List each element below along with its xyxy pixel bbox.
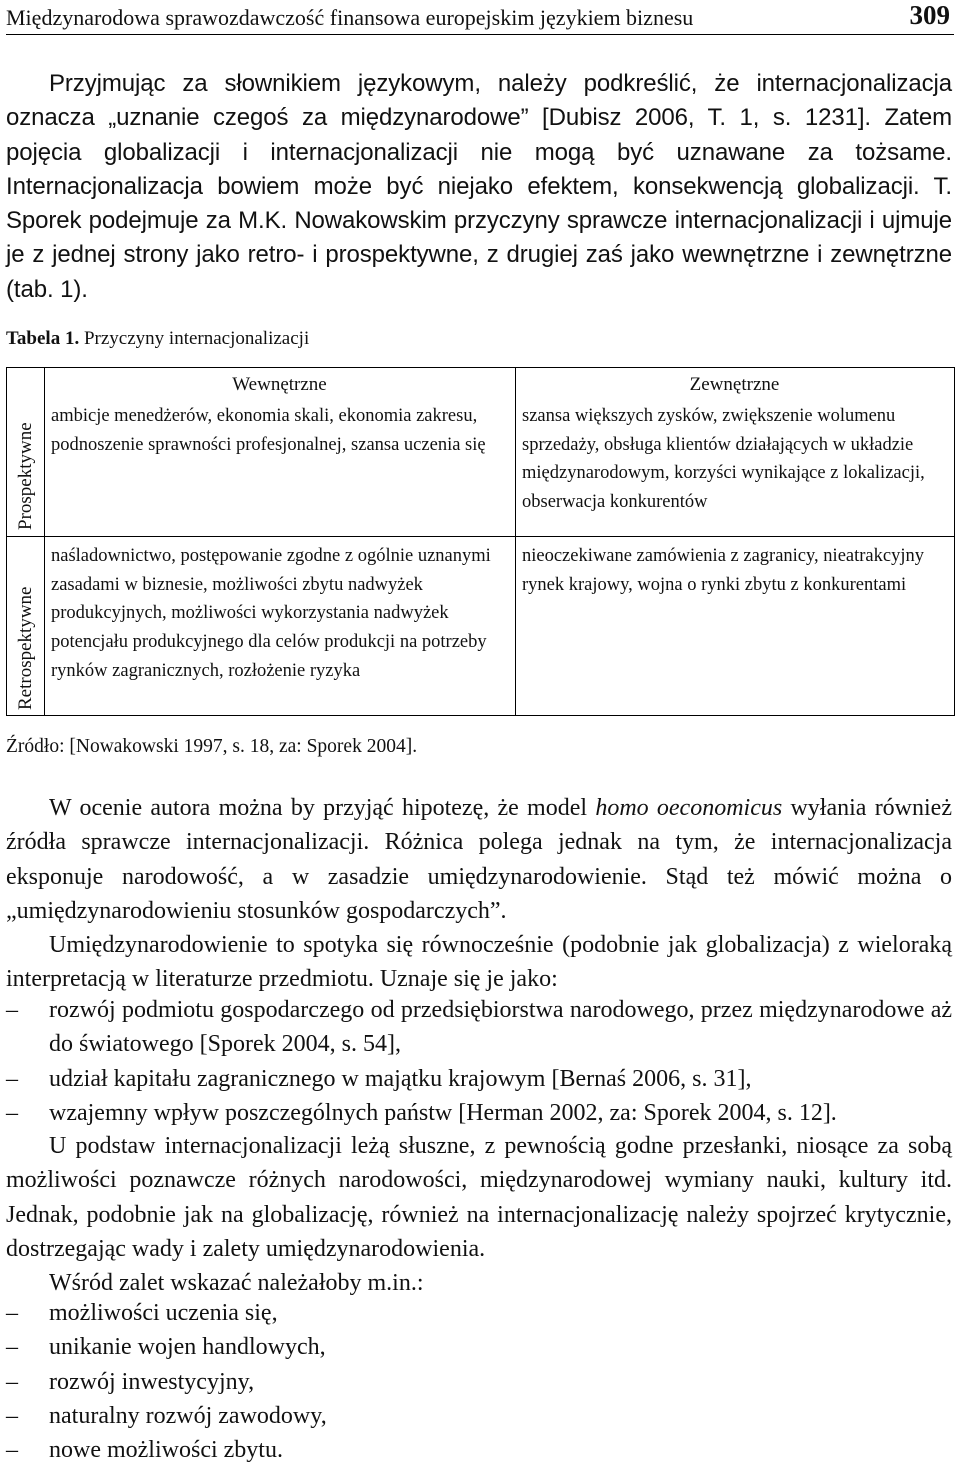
paragraph-homo-oeconomicus: [6, 791, 952, 928]
table-divider-horizontal: [7, 536, 954, 537]
list-item: [6, 1062, 952, 1096]
table-caption-text: Przyczyny internacjonalizacji: [79, 328, 310, 349]
list-item-text: unikanie wojen handlowych,: [49, 1334, 326, 1361]
advantages-list: [6, 1296, 952, 1467]
list-item-text: rozwój podmiotu gospodarczego od przedsiębiorstwa narodowego, przez międzynarodowe aż do światowego [Sporek 2004, s. 54],: [49, 997, 952, 1058]
table-divider-vertical: [44, 368, 45, 715]
italic-term: homo oeconomicus: [595, 795, 783, 821]
dash-bullet: –: [6, 1334, 18, 1361]
dash-bullet: –: [6, 997, 18, 1023]
paragraph-interpretation: Umiędzynarodowienie to spotyka się równocześnie (podobnie jak globalizacja) z wieloraką interpretacją w literaturze przedmiotu. Uznaje się je jako:: [6, 932, 952, 993]
row-label-prospective: Prospektywne: [15, 422, 36, 530]
cell-prospective-internal: ambicje menedżerów, ekonomia skali, ekonomia zakresu, podnoszenie sprawności profesjonalnej, szansa uczenia się: [51, 406, 486, 455]
list-item-text: wzajemny wpływ poszczególnych państw [Herman 2002, za: Sporek 2004, s. 12].: [49, 1099, 837, 1126]
page-number: 309: [909, 0, 950, 30]
dash-bullet: –: [6, 1368, 18, 1395]
table-divider-vertical: [515, 368, 516, 715]
paragraph-text: W ocenie autora można by przyjąć hipotezę, że model: [49, 795, 596, 821]
list-item-text: naturalny rozwój zawodowy,: [49, 1402, 327, 1429]
intro-paragraph-block: [6, 67, 952, 307]
column-header-internal: Wewnętrzne: [232, 374, 327, 395]
list-item-text: możliwości uczenia się,: [49, 1300, 278, 1326]
cell-prospective-external: szansa większych zysków, zwiększenie wolumenu sprzedaży, obsługa klientów działających w układzie międzynarodowym, korzyści wynikające z lokalizacji, obserwacja konkurentów: [522, 406, 925, 513]
paragraph-advantages-intro: Wśród zalet wskazać należałoby m.in.:: [49, 1270, 424, 1297]
list-item: [6, 1433, 952, 1467]
dash-bullet: –: [6, 1065, 18, 1092]
dash-bullet: –: [6, 1437, 18, 1464]
interpretation-list: [6, 993, 952, 1130]
row-label-retrospective: Retrospektywne: [15, 586, 36, 710]
column-header-external: Zewnętrzne: [689, 374, 780, 395]
list-item: [6, 1365, 952, 1399]
paragraph-foundations-block: [6, 1129, 952, 1300]
list-item: [6, 1096, 952, 1130]
table-source: Źródło: [Nowakowski 1997, s. 18, za: Sporek 2004].: [6, 736, 418, 757]
dash-bullet: –: [6, 1402, 18, 1429]
list-item-text: rozwój inwestycyjny,: [49, 1368, 255, 1395]
running-header: [6, 0, 954, 35]
list-item: [6, 1296, 952, 1330]
paragraph-foundations: U podstaw internacjonalizacji leżą słuszne, z pewnością godne przesłanki, niosące za sobą możliwości poznawcze różnych narodowości, międzynarodowej wymiany nauki, kultury itd. Jednak, podobnie jak na globalizację, również na internacjonalizację należy spojrzeć krytycznie, dostrzegając wady i zalety umiędzynarodowienia.: [6, 1133, 952, 1262]
cell-retrospective-external: nieoczekiwane zamówienia z zagranicy, nieatrakcyjny rynek krajowy, wojna o rynki zbytu z konkurentami: [522, 546, 924, 595]
list-item: [6, 993, 952, 1062]
dash-bullet: –: [6, 1300, 18, 1326]
dash-bullet: –: [6, 1099, 18, 1126]
list-item-text: udział kapitału zagranicznego w majątku krajowym [Bernaś 2006, s. 31],: [49, 1065, 752, 1092]
paragraph-text: wyłania również źródła sprawcze internacjonalizacji. Różnica polega jednak na tym, że internacjonalizacja eksponuje narodowość, a w zasadzie umiędzynarodowienie. Stąd też mówić można o „umiędzynarodowieniu stosunków gospodarczych”.: [6, 795, 952, 924]
paragraph-internationalization-definition: Przyjmując za słownikiem językowym, należy podkreślić, że internacjonalizacja oznacza „uznanie czegoś za międzynarodowe” [Dubisz 2006, T. 1, s. 1231]. Zatem pojęcia globalizacji i internacjonalizacji nie mogą być uznawane za tożsame. Internacjonalizacja bowiem może być niejako efektem, konsekwencją globalizacji. T. Sporek podejmuje za M.K. Nowakowskim przyczyny sprawcze internacjonalizacji i ujmuje je z jednej strony jako retro- i prospektywne, z drugiej zaś jako wewnętrzne i zewnętrzne (tab. 1).: [6, 70, 952, 303]
cell-retrospective-internal: naśladownictwo, postępowanie zgodne z ogólnie uznanymi zasadami w biznesie, możliwości zbytu nadwyżek produkcyjnych, możliwości wykorzystania nadwyżek potencjału produkcyjnego dla celów produkcji na potrzeby rynków zagranicznych, rozłożenie ryzyka: [51, 546, 491, 681]
causes-table: [6, 367, 955, 716]
paragraph-homo-oeconomicus-block: [6, 791, 952, 997]
table-caption-label: Tabela 1.: [6, 328, 80, 349]
table-caption: [6, 328, 309, 350]
list-item-text: nowe możliwości zbytu.: [49, 1437, 283, 1464]
list-item: [6, 1399, 952, 1433]
running-title: Międzynarodowa sprawozdawczość finansowa europejskim językiem biznesu: [6, 5, 694, 30]
list-item: [6, 1330, 952, 1364]
